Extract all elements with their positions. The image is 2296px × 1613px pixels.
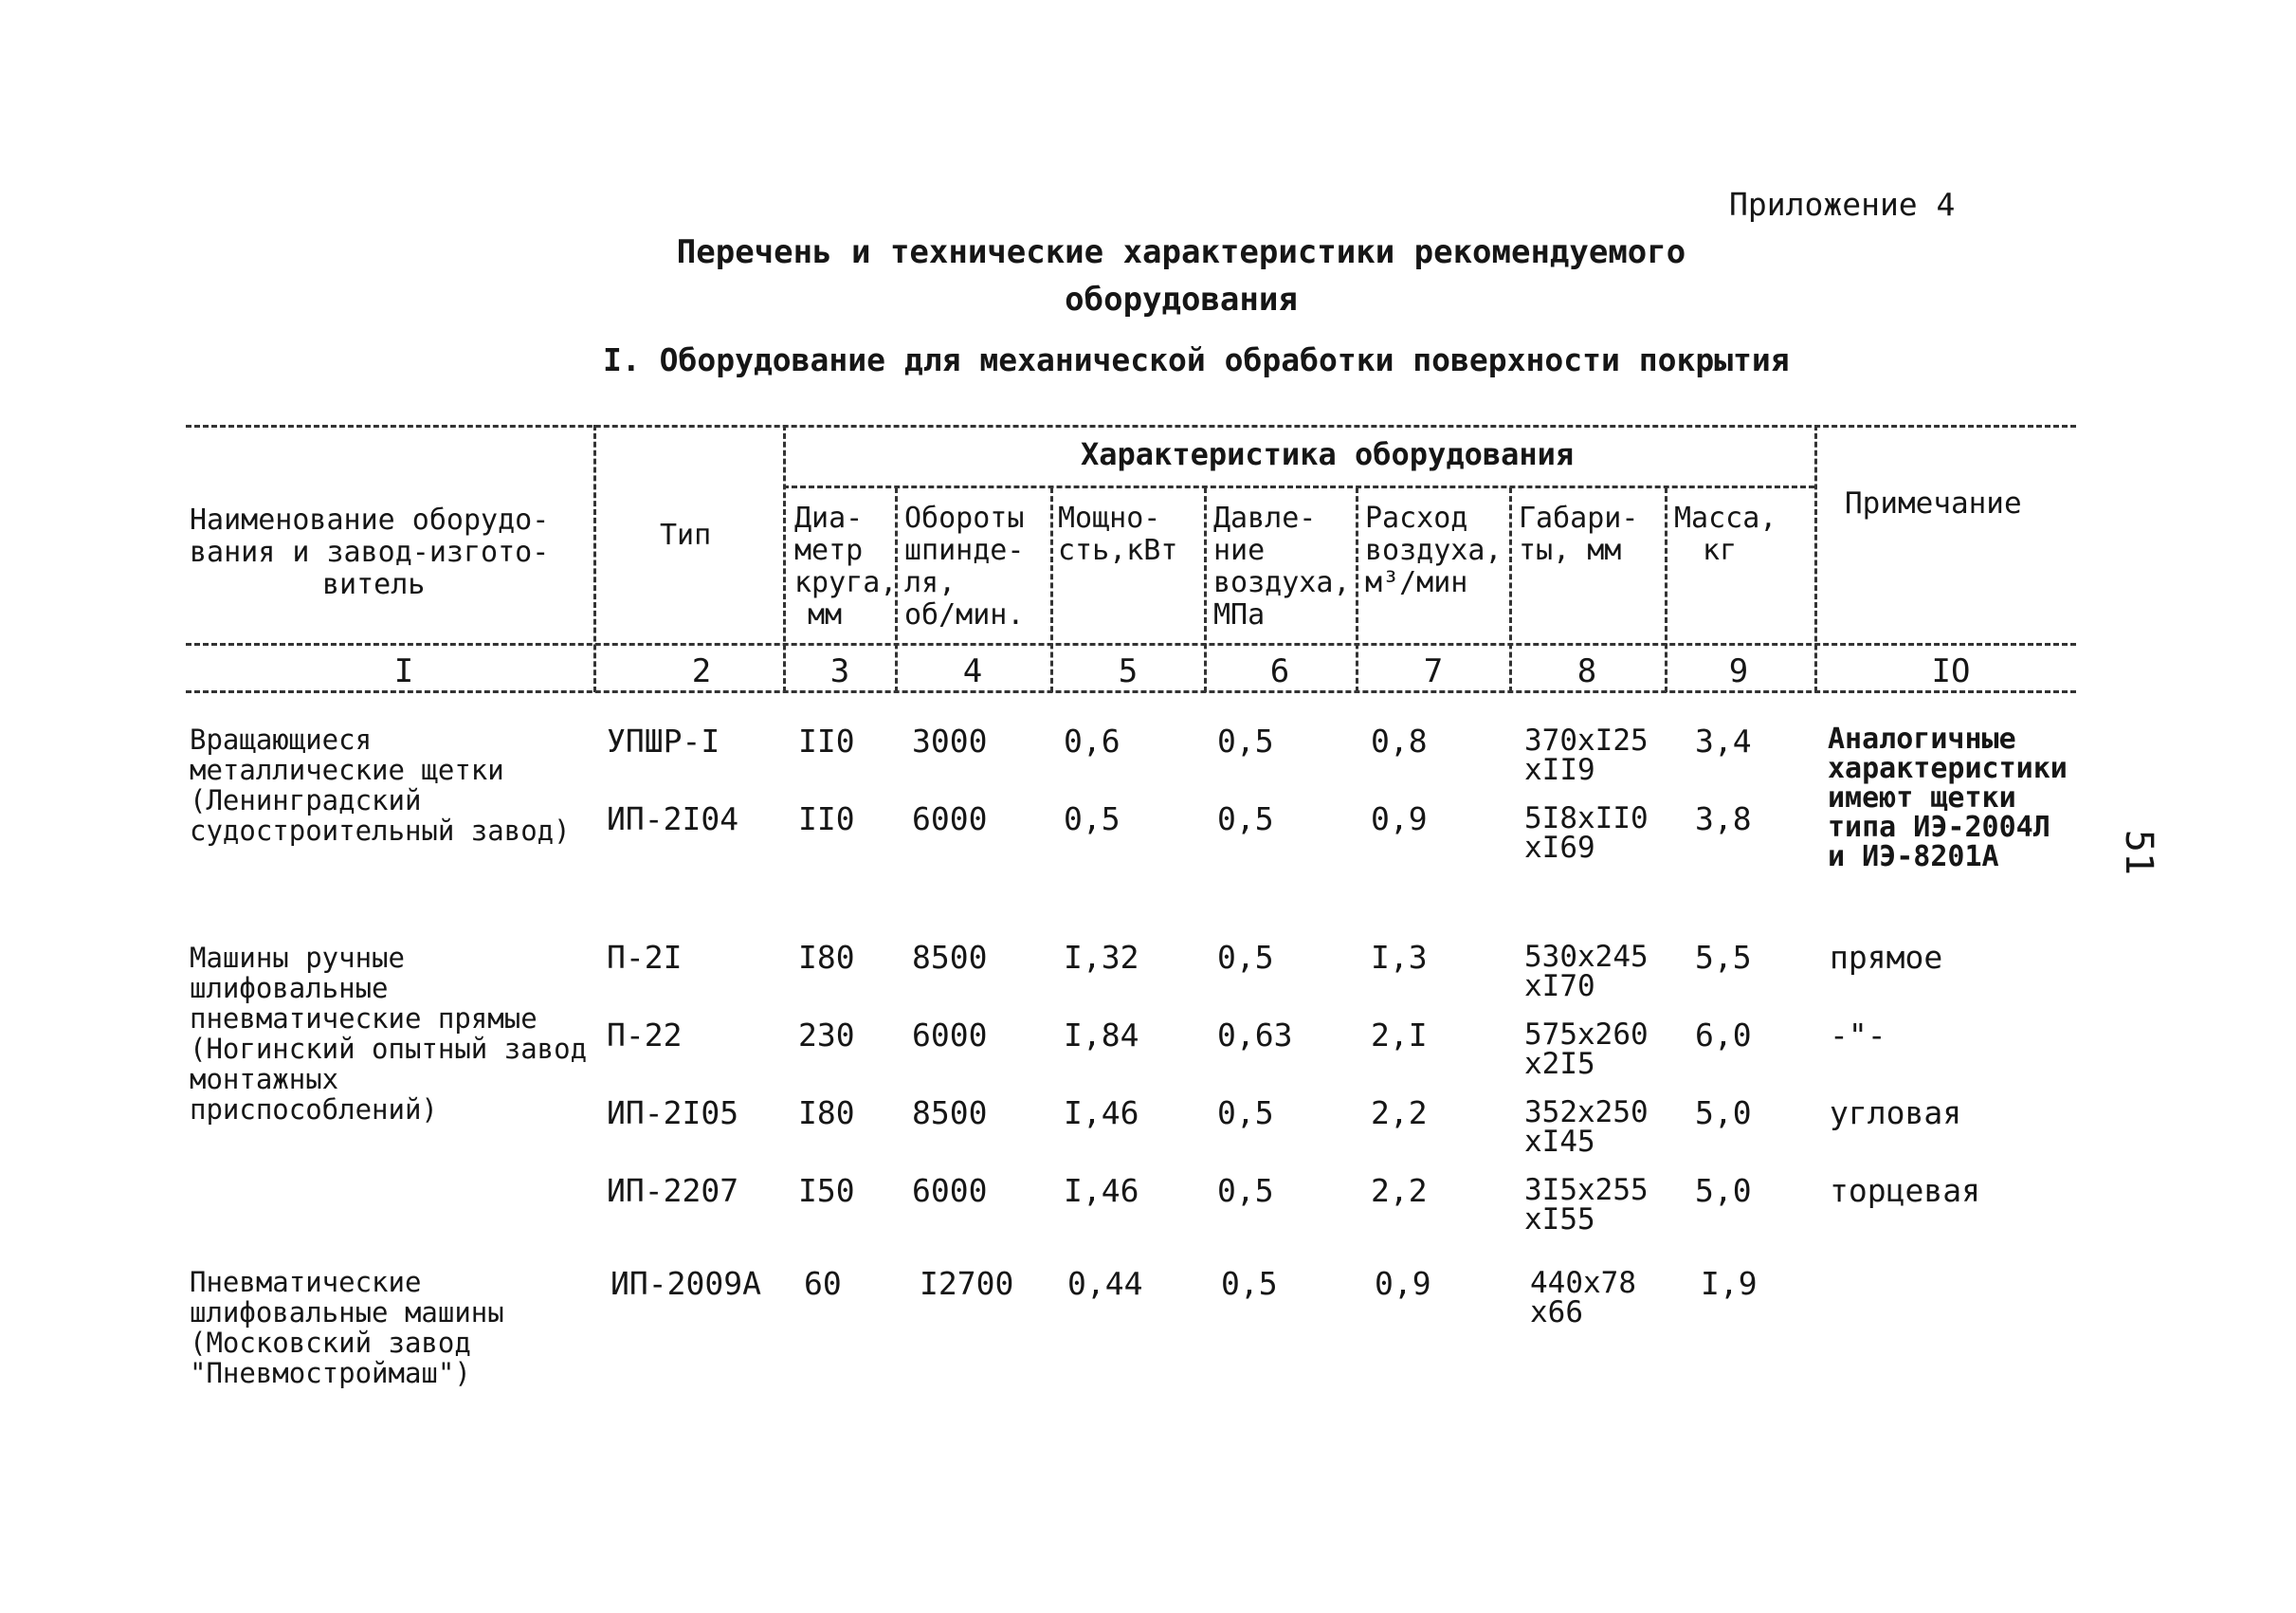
cell-type: П-22 (607, 1017, 683, 1054)
group-header: Характеристика оборудования (1081, 436, 1575, 472)
column-number: 7 (1423, 652, 1444, 690)
cell-power: I,46 (1064, 1172, 1139, 1209)
column-number: 5 (1118, 652, 1139, 690)
header-power: Мощно- сть,кВт (1058, 502, 1178, 567)
cell-dimensions: 3I5х255 хI55 (1524, 1173, 1649, 1237)
section-title: I. Оборудование для механической обработки поверхности покрытия (603, 341, 1790, 378)
col-divider (1356, 487, 1358, 692)
column-number: I (393, 652, 414, 690)
cell-diameter: I80 (798, 939, 855, 976)
document-title-continued: оборудования (1065, 281, 1298, 319)
column-number: 9 (1728, 652, 1749, 690)
cell-type: ИП-2009А (610, 1265, 761, 1302)
cell-air: 0,9 (1375, 1265, 1431, 1302)
header-air-consumption: Расход воздуха, м³/мин (1365, 502, 1503, 599)
cell-pressure: 0,5 (1217, 723, 1274, 760)
cell-rpm: 8500 (912, 1094, 988, 1131)
column-number: 4 (962, 652, 983, 690)
cell-power: I,84 (1064, 1017, 1139, 1054)
cell-diameter: II0 (798, 800, 855, 837)
group-header-rule (783, 486, 1814, 488)
cell-diameter: I50 (798, 1172, 855, 1209)
cell-mass: 5,0 (1695, 1094, 1752, 1131)
cell-diameter: 230 (798, 1017, 855, 1054)
cell-type: ИП-2207 (607, 1172, 739, 1209)
header-mass: Масса, кг (1674, 502, 1777, 567)
col-divider (1509, 487, 1512, 692)
header-bottom-rule (186, 643, 2076, 646)
cell-power: 0,6 (1064, 723, 1121, 760)
col-divider (1665, 487, 1667, 692)
cell-dimensions: 352х250 хI45 (1524, 1095, 1649, 1159)
cell-air: 2,2 (1371, 1094, 1428, 1131)
cell-dimensions: 575х260 х2I5 (1524, 1017, 1649, 1081)
document-title: Перечень и технические характеристики рекомендуемого (676, 233, 1686, 271)
column-number: 3 (829, 652, 850, 690)
header-name: Наименование оборудо- вания и завод-изгото- витель (190, 504, 550, 601)
column-number: 8 (1576, 652, 1597, 690)
cell-power: I,46 (1064, 1094, 1139, 1131)
cell-note: угловая (1830, 1094, 1962, 1131)
column-number: 2 (691, 652, 712, 690)
header-note: Примечание (1845, 486, 2022, 521)
page-number: 51 (2117, 829, 2161, 876)
col-divider (1050, 487, 1053, 692)
appendix-label: Приложение 4 (1729, 186, 1956, 223)
cell-rpm: 6000 (912, 1172, 988, 1209)
header-pressure: Давле- ние воздуха, МПа (1213, 502, 1351, 632)
column-number: IO (1931, 652, 1971, 690)
cell-note: -"- (1830, 1017, 1886, 1054)
equipment-group-name: Вращающиеся металлические щетки (Ленинградский судостроительный завод) (190, 724, 571, 847)
col-divider (1204, 487, 1207, 692)
cell-air: 2,I (1371, 1017, 1428, 1054)
cell-power: 0,5 (1064, 800, 1121, 837)
cell-air: 0,9 (1371, 800, 1428, 837)
cell-dimensions: 440х78 х66 (1530, 1266, 1636, 1329)
column-number-rule (186, 690, 2076, 693)
cell-dimensions: 530х245 хI70 (1524, 940, 1649, 1003)
cell-diameter: II0 (798, 723, 855, 760)
cell-diameter: 60 (804, 1265, 842, 1302)
cell-mass: 3,8 (1695, 800, 1752, 837)
cell-type: ИП-2I05 (607, 1094, 739, 1131)
header-diameter: Диа- метр круга, мм (794, 502, 898, 632)
cell-type: П-2I (607, 939, 683, 976)
cell-pressure: 0,63 (1217, 1017, 1293, 1054)
cell-air: 2,2 (1371, 1172, 1428, 1209)
column-number: 6 (1269, 652, 1290, 690)
cell-mass: 5,0 (1695, 1172, 1752, 1209)
cell-mass: 3,4 (1695, 723, 1752, 760)
cell-dimensions: 5I8хII0 хI69 (1524, 801, 1649, 865)
equipment-group-name: Пневматические шлифовальные машины (Московский завод "Пневмостроймаш") (190, 1266, 504, 1389)
header-rpm: Обороты шпинде- ля, об/мин. (904, 502, 1025, 632)
cell-mass: 6,0 (1695, 1017, 1752, 1054)
cell-note: торцевая (1830, 1172, 1980, 1209)
cell-rpm: 8500 (912, 939, 988, 976)
cell-pressure: 0,5 (1221, 1265, 1278, 1302)
cell-type: УПШР-I (607, 723, 720, 760)
header-type: Тип (660, 519, 712, 552)
cell-mass: 5,5 (1695, 939, 1752, 976)
cell-note: прямое (1830, 939, 1943, 976)
cell-pressure: 0,5 (1217, 1172, 1274, 1209)
cell-air: I,3 (1371, 939, 1428, 976)
cell-rpm: 6000 (912, 1017, 988, 1054)
cell-power: I,32 (1064, 939, 1139, 976)
col-divider (783, 425, 786, 692)
cell-diameter: I80 (798, 1094, 855, 1131)
cell-rpm: 6000 (912, 800, 988, 837)
cell-pressure: 0,5 (1217, 800, 1274, 837)
cell-dimensions: 370хI25 хII9 (1524, 724, 1649, 787)
cell-power: 0,44 (1067, 1265, 1143, 1302)
cell-air: 0,8 (1371, 723, 1428, 760)
cell-pressure: 0,5 (1217, 939, 1274, 976)
col-divider (1814, 425, 1817, 692)
cell-mass: I,9 (1701, 1265, 1758, 1302)
equipment-group-note: Аналогичные характеристики имеют щетки типа ИЭ-2004Л и ИЭ-8201А (1828, 723, 2068, 873)
cell-rpm: 3000 (912, 723, 988, 760)
equipment-group-name: Машины ручные шлифовальные пневматические прямые (Ногинский опытный завод монтажных приспособлений) (190, 942, 588, 1126)
cell-pressure: 0,5 (1217, 1094, 1274, 1131)
cell-rpm: I2700 (920, 1265, 1014, 1302)
col-divider (593, 425, 596, 692)
table-top-rule (186, 425, 2076, 428)
header-dimensions: Габари- ты, мм (1519, 502, 1639, 567)
cell-type: ИП-2I04 (607, 800, 739, 837)
